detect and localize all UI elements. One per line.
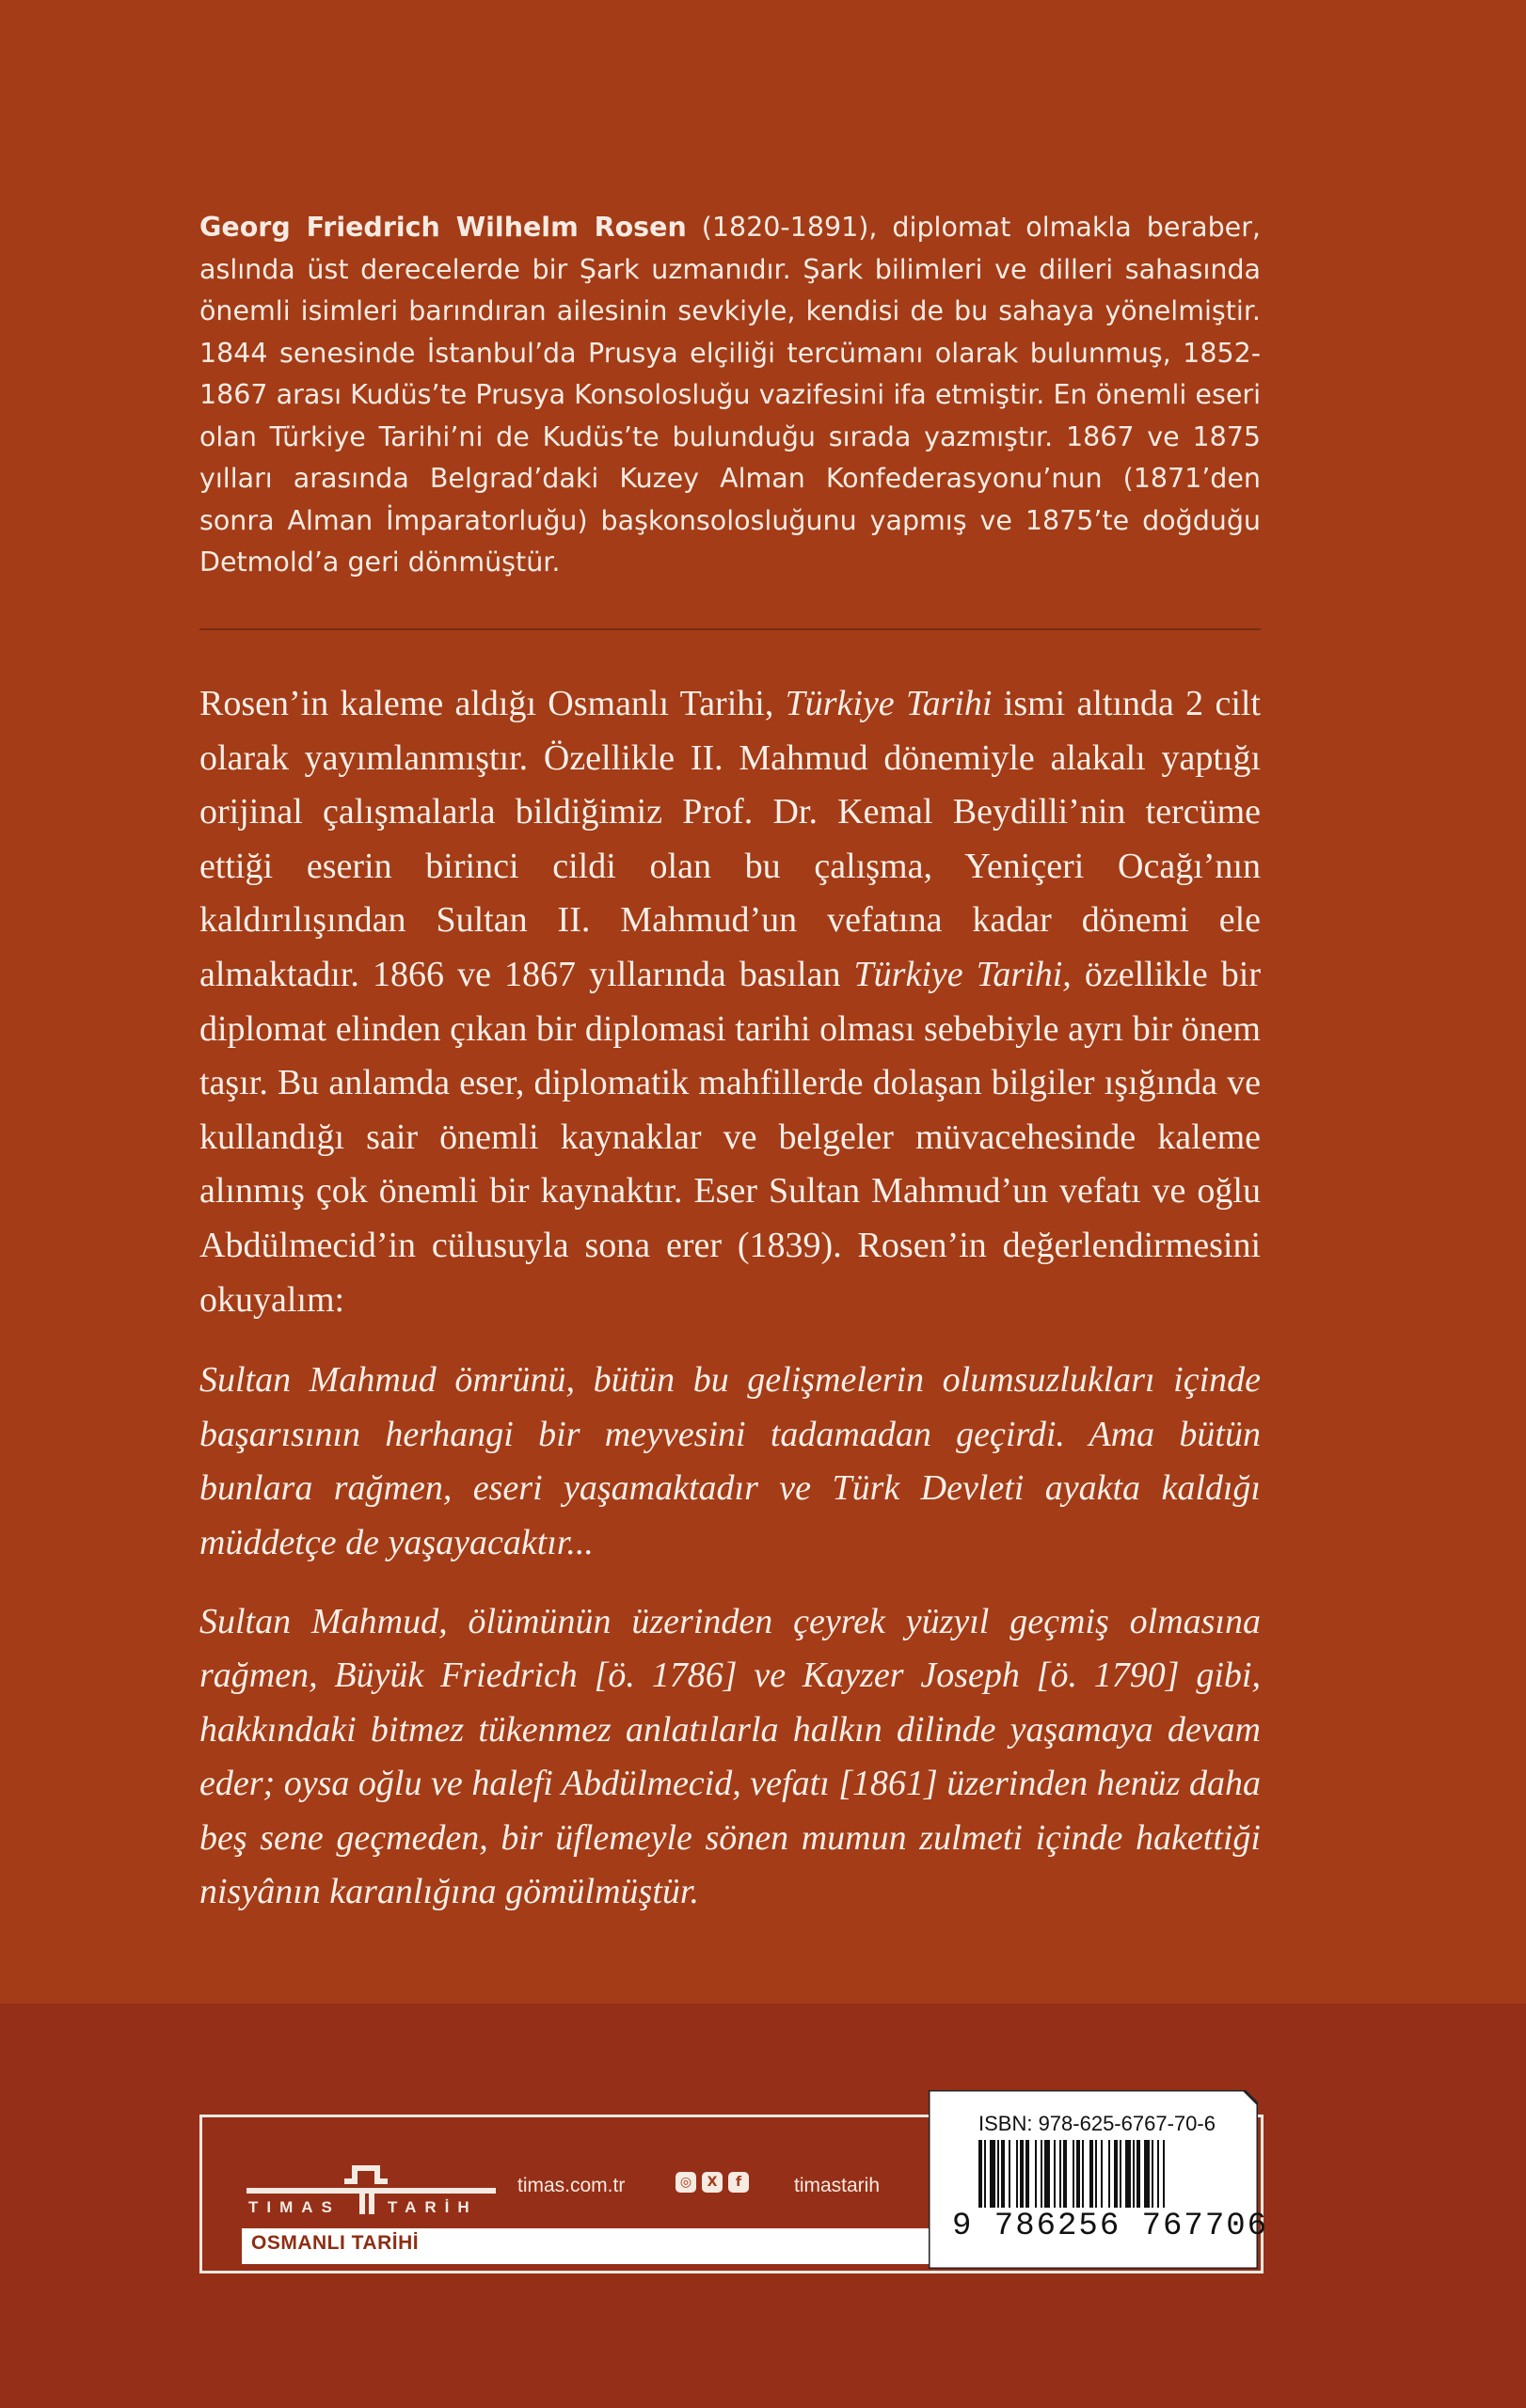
barcode-bar bbox=[1125, 2140, 1131, 2208]
author-name: Georg Friedrich Wilhelm Rosen bbox=[199, 212, 687, 243]
barcode-bars bbox=[978, 2140, 1232, 2215]
barcode-bar bbox=[1076, 2140, 1080, 2208]
barcode-bar bbox=[1020, 2140, 1024, 2208]
barcode-bar bbox=[1163, 2140, 1165, 2208]
facebook-icon[interactable]: f bbox=[728, 2172, 749, 2193]
description-text: özellikle bir diplomat elinden çıkan bir diplomasi tarihi olması sebebiyle ayrı bir önem taşır. Bu anlamda eser, diplomatik mahfillerde dolaşan bilgiler ışığında ve kullandığı sair önemli kaynaklar ve belgeler müvacehesinde kaleme alınmış çok önemli bir kaynaktır. Eser Sultan Mahmud’un vefatı ve oğlu Abdülmecid’in cülusuyla sona erer (1839). Rosen’in değerlendirmesini okuyalım: bbox=[199, 954, 1261, 1320]
barcode-bar bbox=[1082, 2140, 1084, 2208]
barcode-bar bbox=[1063, 2140, 1067, 2208]
barcode-bar bbox=[997, 2140, 999, 2208]
barcode-bar bbox=[1101, 2140, 1103, 2208]
barcode-bar bbox=[1089, 2140, 1093, 2208]
barcode-bar bbox=[1152, 2140, 1153, 2208]
book-title-italic: Türkiye Tarihi bbox=[785, 684, 993, 723]
x-icon[interactable]: X bbox=[702, 2172, 723, 2193]
social-handle[interactable]: timastarih bbox=[794, 2175, 881, 2196]
barcode-bar bbox=[1114, 2140, 1118, 2208]
book-description bbox=[199, 677, 1261, 1920]
barcode-bar bbox=[1137, 2140, 1140, 2208]
section-divider bbox=[199, 628, 1261, 630]
author-bio bbox=[199, 207, 1261, 584]
barcode-bar bbox=[1025, 2140, 1029, 2208]
publisher-logo bbox=[246, 2163, 496, 2216]
barcode-bar bbox=[1059, 2140, 1061, 2208]
description-paragraph bbox=[199, 677, 1261, 1327]
quote-2: Sultan Mahmud, ölümünün üzerinden çeyrek yüzyıl geçmiş olmasına rağmen, Büyük Friedrich [ö. 1786] ve Kayzer Joseph [ö. 1790] gibi, hakkındaki bitmez tükenmez anlatılarla halkın dilinde yaşamaya devam eder; oysa oğlu ve halefi Abdülmecid, vefatı [1861] üzerinden henüz daha beş sene geçmeden, bir üflemeyle sönen mumun zulmeti içinde hakettiği nisyânın karanlığına gömülmüştür. bbox=[199, 1601, 1261, 1912]
series-label: OSMANLI TARİHİ bbox=[251, 2232, 420, 2254]
barcode-bar bbox=[1001, 2140, 1005, 2208]
barcode-bar bbox=[1009, 2140, 1010, 2208]
barcode-bar bbox=[978, 2140, 982, 2208]
logo-text-right: TARİH bbox=[388, 2198, 478, 2216]
barcode-bar bbox=[984, 2140, 986, 2208]
website-link[interactable]: timas.com.tr bbox=[517, 2175, 626, 2196]
logo-text-left: TIMAS bbox=[248, 2198, 341, 2216]
barcode-bar bbox=[1157, 2140, 1159, 2208]
social-icons bbox=[676, 2172, 749, 2193]
barcode-bar bbox=[1120, 2140, 1121, 2208]
barcode-bar bbox=[1035, 2140, 1037, 2208]
description-text: Rosen’in kaleme aldığı Osmanlı Tarihi, bbox=[199, 684, 786, 723]
ean-digits: 9 786256 767706 bbox=[952, 2209, 1269, 2244]
isbn-number: ISBN: 978-625-6767-70-6 bbox=[978, 2112, 1216, 2135]
quote-1: Sultan Mahmud ömrünü, bütün bu gelişmelerin olumsuzlukları içinde başarısının herhangi bir meyvesini tadamadan geçirdi. Ama bütün bunlara rağmen, eseri yaşamaktadır ve Türk Devleti ayakta kaldığı müddetçe de yaşayacaktır... bbox=[199, 1360, 1261, 1562]
barcode-bar bbox=[1041, 2140, 1042, 2208]
instagram-icon[interactable]: ◎ bbox=[676, 2172, 696, 2193]
barcode-bar bbox=[1044, 2140, 1050, 2208]
barcode-bar bbox=[1016, 2140, 1018, 2208]
book-title-italic: Türkiye Tarihi, bbox=[853, 954, 1072, 994]
barcode-bar bbox=[990, 2140, 995, 2208]
barcode-bar bbox=[1133, 2140, 1135, 2208]
barcode-bar bbox=[1073, 2140, 1074, 2208]
barcode-bar bbox=[1054, 2140, 1056, 2208]
barcode-bar bbox=[1144, 2140, 1150, 2208]
description-text: ismi altında 2 cilt olarak yayımlanmıştır. Özellikle II. Mahmud dönemiyle alakalı yaptığı orijinal çalışmalarla bildiğimiz Prof. Dr. Kemal Beydilli’nin tercüme ettiği eserin birinci cildi olan bu çalışma, Yeniçeri Ocağı’nın kaldırılışından Sultan II. Mahmud’un vefatına kadar dönemi ele almaktadır. 1866 ve 1867 yıllarında basılan bbox=[199, 684, 1261, 994]
author-bio-text: (1820-1891), diplomat olmakla beraber, aslında üst derecelerde bir Şark uzmanıdır. Şark bilimleri ve dilleri sahasında önemli isimleri barındıran ailesinin sevkiyle, kendisi de bu sahaya yönelmiştir. 1844 senesinde İstanbul’da Prusya elçiliği tercümanı olarak bulunmuş, 1852-1867 arası Kudüs’te Prusya Konsolosluğu vazifesini ifa etmiştir. En önemli eseri olan Türkiye Tarihi’ni de Kudüs’te bulunduğu sırada yazmıştır. 1867 ve 1875 yılları arasında Belgrad’daki Kuzey Alman Konfederasyonu’nun (1871’den sonra Alman İmparatorluğu) başkonsolosluğunu yapmış ve 1875’te doğduğu Detmold’a geri dönmüştür. bbox=[199, 212, 1261, 578]
barcode-bar bbox=[1095, 2140, 1097, 2208]
barcode-bar bbox=[1108, 2140, 1110, 2208]
